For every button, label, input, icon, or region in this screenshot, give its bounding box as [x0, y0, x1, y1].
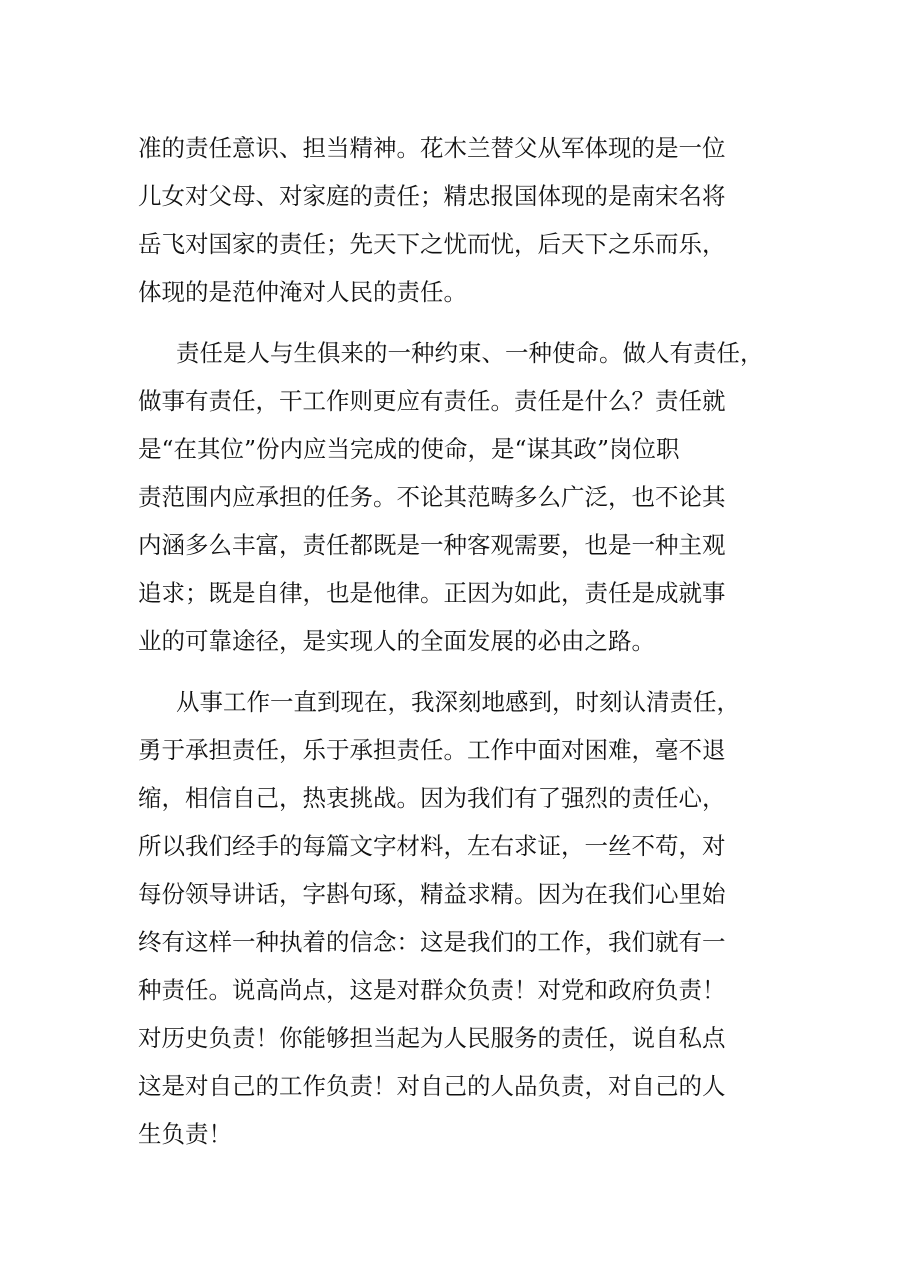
text-line: 对历史负责！你能够担当起为人民服务的责任，说自私点	[138, 1024, 726, 1052]
paragraph-2	[138, 329, 798, 665]
text-line: 做事有责任，干工作则更应有责任。责任是什么？责任就	[138, 387, 726, 415]
text-line: 内涵多么丰富，责任都既是一种客观需要，也是一种主观	[138, 531, 726, 559]
paragraph-3	[138, 678, 798, 1158]
text-line: 每份领导讲话，字斟句琢，精益求精。因为在我们心里始	[138, 880, 726, 908]
text-line: 责任是人与生俱来的一种约束、一种使命。做人有责任，	[176, 339, 764, 367]
text-line: 终有这样一种执着的信念：这是我们的工作，我们就有一	[138, 928, 726, 956]
text-line: 准的责任意识、担当精神。花木兰替父从军体现的是一位	[138, 134, 726, 162]
text-line: 这是对自己的工作负责！对自己的人品负责，对自己的人	[138, 1072, 726, 1100]
text-line: 追求；既是自律，也是他律。正因为如此，责任是成就事	[138, 579, 726, 607]
paragraph-1	[138, 124, 798, 316]
text-line: 是“在其位”份内应当完成的使命，是“谋其政”岗位职	[138, 435, 680, 463]
text-line: 岳飞对国家的责任；先天下之忧而忧，后天下之乐而乐，	[138, 230, 726, 258]
text-line: 生负责！	[138, 1120, 232, 1148]
text-line: 责范围内应承担的任务。不论其范畴多么广泛，也不论其	[138, 483, 726, 511]
text-line: 缩，相信自己，热衷挑战。因为我们有了强烈的责任心，	[138, 784, 726, 812]
text-line: 勇于承担责任，乐于承担责任。工作中面对困难，毫不退	[138, 736, 726, 764]
text-line: 业的可靠途径，是实现人的全面发展的必由之路。	[138, 627, 655, 655]
text-line: 从事工作一直到现在，我深刻地感到，时刻认清责任，	[176, 688, 740, 716]
text-line: 所以我们经手的每篇文字材料，左右求证，一丝不苟，对	[138, 832, 726, 860]
text-line: 儿女对父母、对家庭的责任；精忠报国体现的是南宋名将	[138, 182, 726, 210]
text-line: 种责任。说高尚点，这是对群众负责！对党和政府负责！	[138, 976, 726, 1004]
text-line: 体现的是范仲淹对人民的责任。	[138, 278, 467, 306]
document-body	[138, 124, 798, 1158]
